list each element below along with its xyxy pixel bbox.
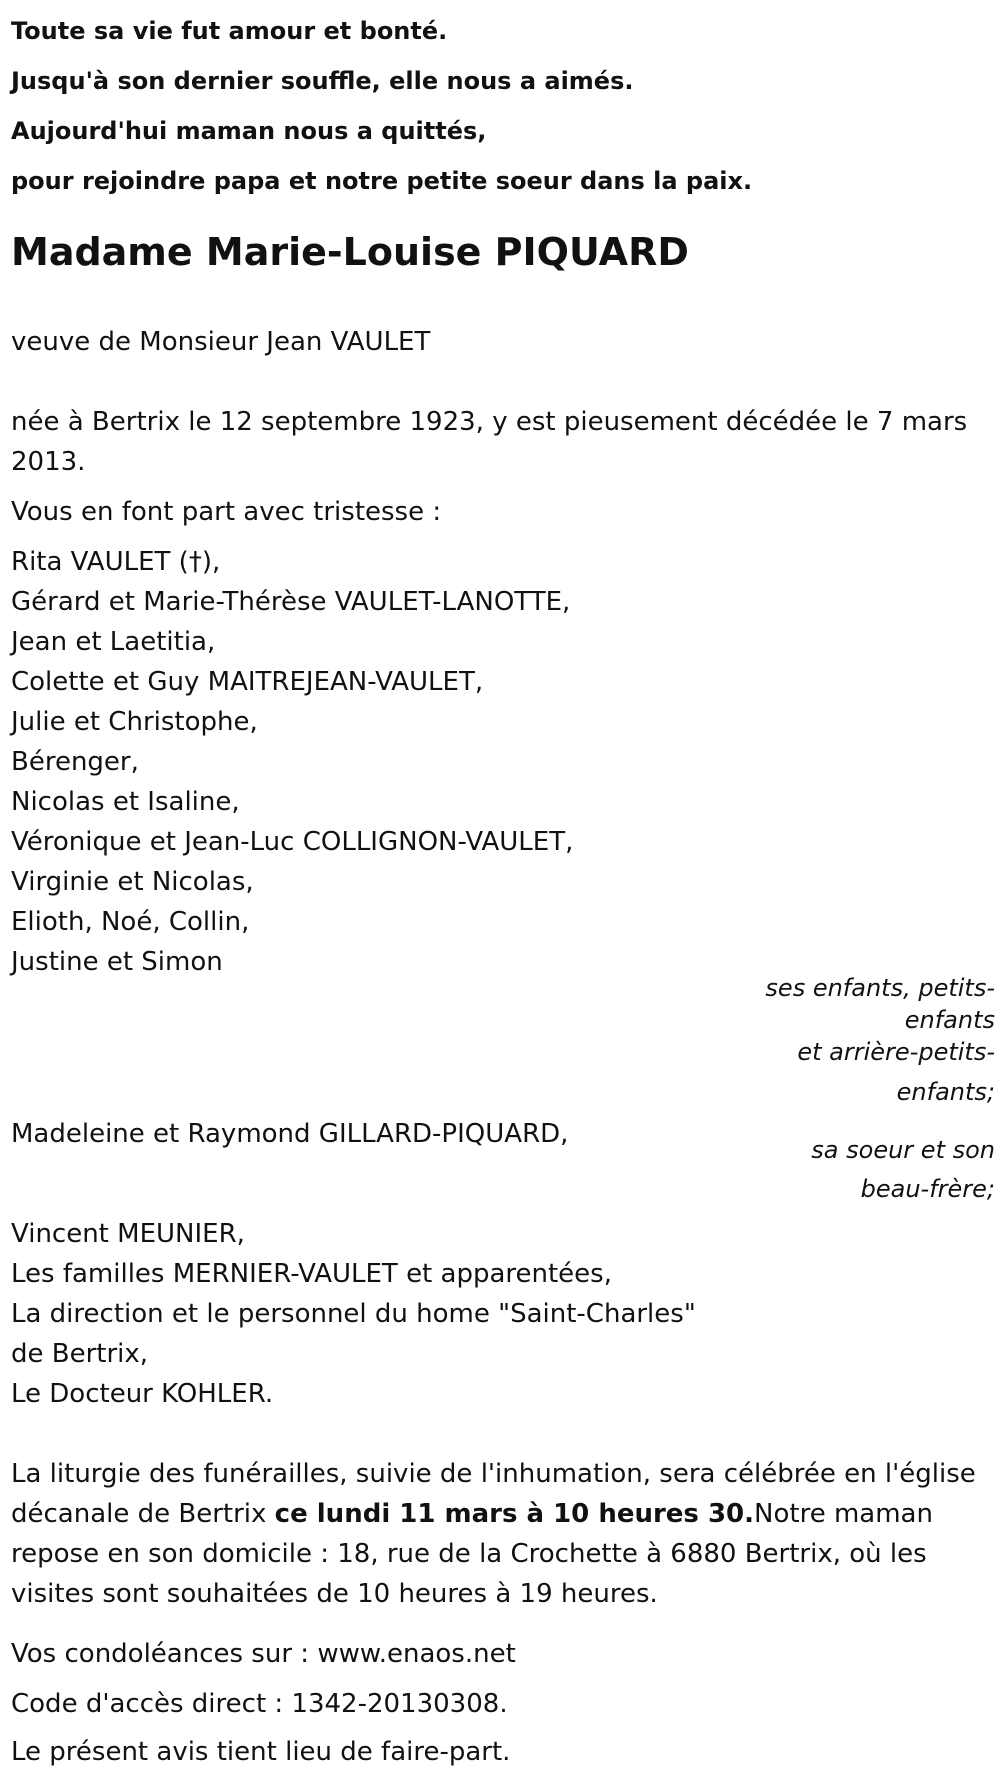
role-line: enfants; bbox=[896, 1078, 995, 1106]
role-line: et arrière-petits- bbox=[797, 1038, 995, 1066]
funeral-text: Notre maman repose en son domicile : 18, rue de la Crochette à 6880 Bertrix, où les visites sont souhaitées de 10 heures à 19 heures. bbox=[11, 1499, 933, 1609]
poem-line: Toute sa vie fut amour et bonté. bbox=[11, 17, 448, 45]
epitaph-poem bbox=[11, 6, 971, 206]
mourner: Vincent MEUNIER, bbox=[11, 1219, 245, 1249]
family-member: Virginie et Nicolas, bbox=[11, 867, 254, 897]
poem-line: Jusqu'à son dernier souffle, elle nous a aimés. bbox=[11, 67, 634, 95]
funeral-paragraph bbox=[11, 1454, 986, 1614]
announce-intro: Vous en font part avec tristesse : bbox=[11, 497, 442, 527]
birth-death-line: 2013. bbox=[11, 447, 86, 477]
family-member: Colette et Guy MAITREJEAN-VAULET, bbox=[11, 667, 484, 697]
family-member: Justine et Simon bbox=[11, 947, 223, 977]
birth-death-line: née à Bertrix le 12 septembre 1923, y est pieusement décédée le 7 mars bbox=[11, 407, 968, 437]
family-member: Julie et Christophe, bbox=[11, 707, 258, 737]
family-member: Rita VAULET (†), bbox=[11, 547, 221, 577]
mourner: La direction et le personnel du home "Saint-Charles" bbox=[11, 1299, 696, 1329]
condolences-line: Vos condoléances sur : www.enaos.net bbox=[11, 1639, 516, 1669]
widow-of-line: veuve de Monsieur Jean VAULET bbox=[11, 327, 431, 357]
others-list bbox=[11, 1214, 971, 1414]
mourner: Les familles MERNIER-VAULET et apparentées, bbox=[11, 1259, 612, 1289]
family-member: Jean et Laetitia, bbox=[11, 627, 216, 657]
funeral-text: La liturgie des funérailles, suivie de l'inhumation, sera célébrée en l'église décanale de Bertrix bbox=[11, 1459, 976, 1529]
access-code-line: Code d'accès direct : 1342-20130308. bbox=[11, 1689, 508, 1719]
family-member: Nicolas et Isaline, bbox=[11, 787, 240, 817]
role-line: enfants bbox=[904, 1006, 995, 1034]
poem-line: pour rejoindre papa et notre petite soeur dans la paix. bbox=[11, 167, 753, 195]
role-line: beau-frère; bbox=[860, 1175, 995, 1203]
closing-line: Le présent avis tient lieu de faire-part. bbox=[11, 1737, 511, 1767]
family-member: Gérard et Marie-Thérèse VAULET-LANOTTE, bbox=[11, 587, 571, 617]
family-member: Véronique et Jean-Luc COLLIGNON-VAULET, bbox=[11, 827, 574, 857]
poem-line: Aujourd'hui maman nous a quittés, bbox=[11, 117, 487, 145]
role-line: sa soeur et son bbox=[811, 1136, 995, 1164]
children-role-note bbox=[735, 969, 995, 1112]
family-member: Bérenger, bbox=[11, 747, 139, 777]
sister-line: Madeleine et Raymond GILLARD-PIQUARD, bbox=[11, 1119, 569, 1149]
family-member: Elioth, Noé, Collin, bbox=[11, 907, 250, 937]
deceased-name: Madame Marie-Louise PIQUARD bbox=[11, 230, 689, 274]
mourner: de Bertrix, bbox=[11, 1339, 149, 1369]
sister-role-note bbox=[735, 1131, 995, 1209]
funeral-date: ce lundi 11 mars à 10 heures 30. bbox=[274, 1499, 755, 1529]
children-list bbox=[11, 542, 971, 982]
role-line: ses enfants, petits- bbox=[765, 974, 995, 1002]
mourner: Le Docteur KOHLER. bbox=[11, 1379, 274, 1409]
